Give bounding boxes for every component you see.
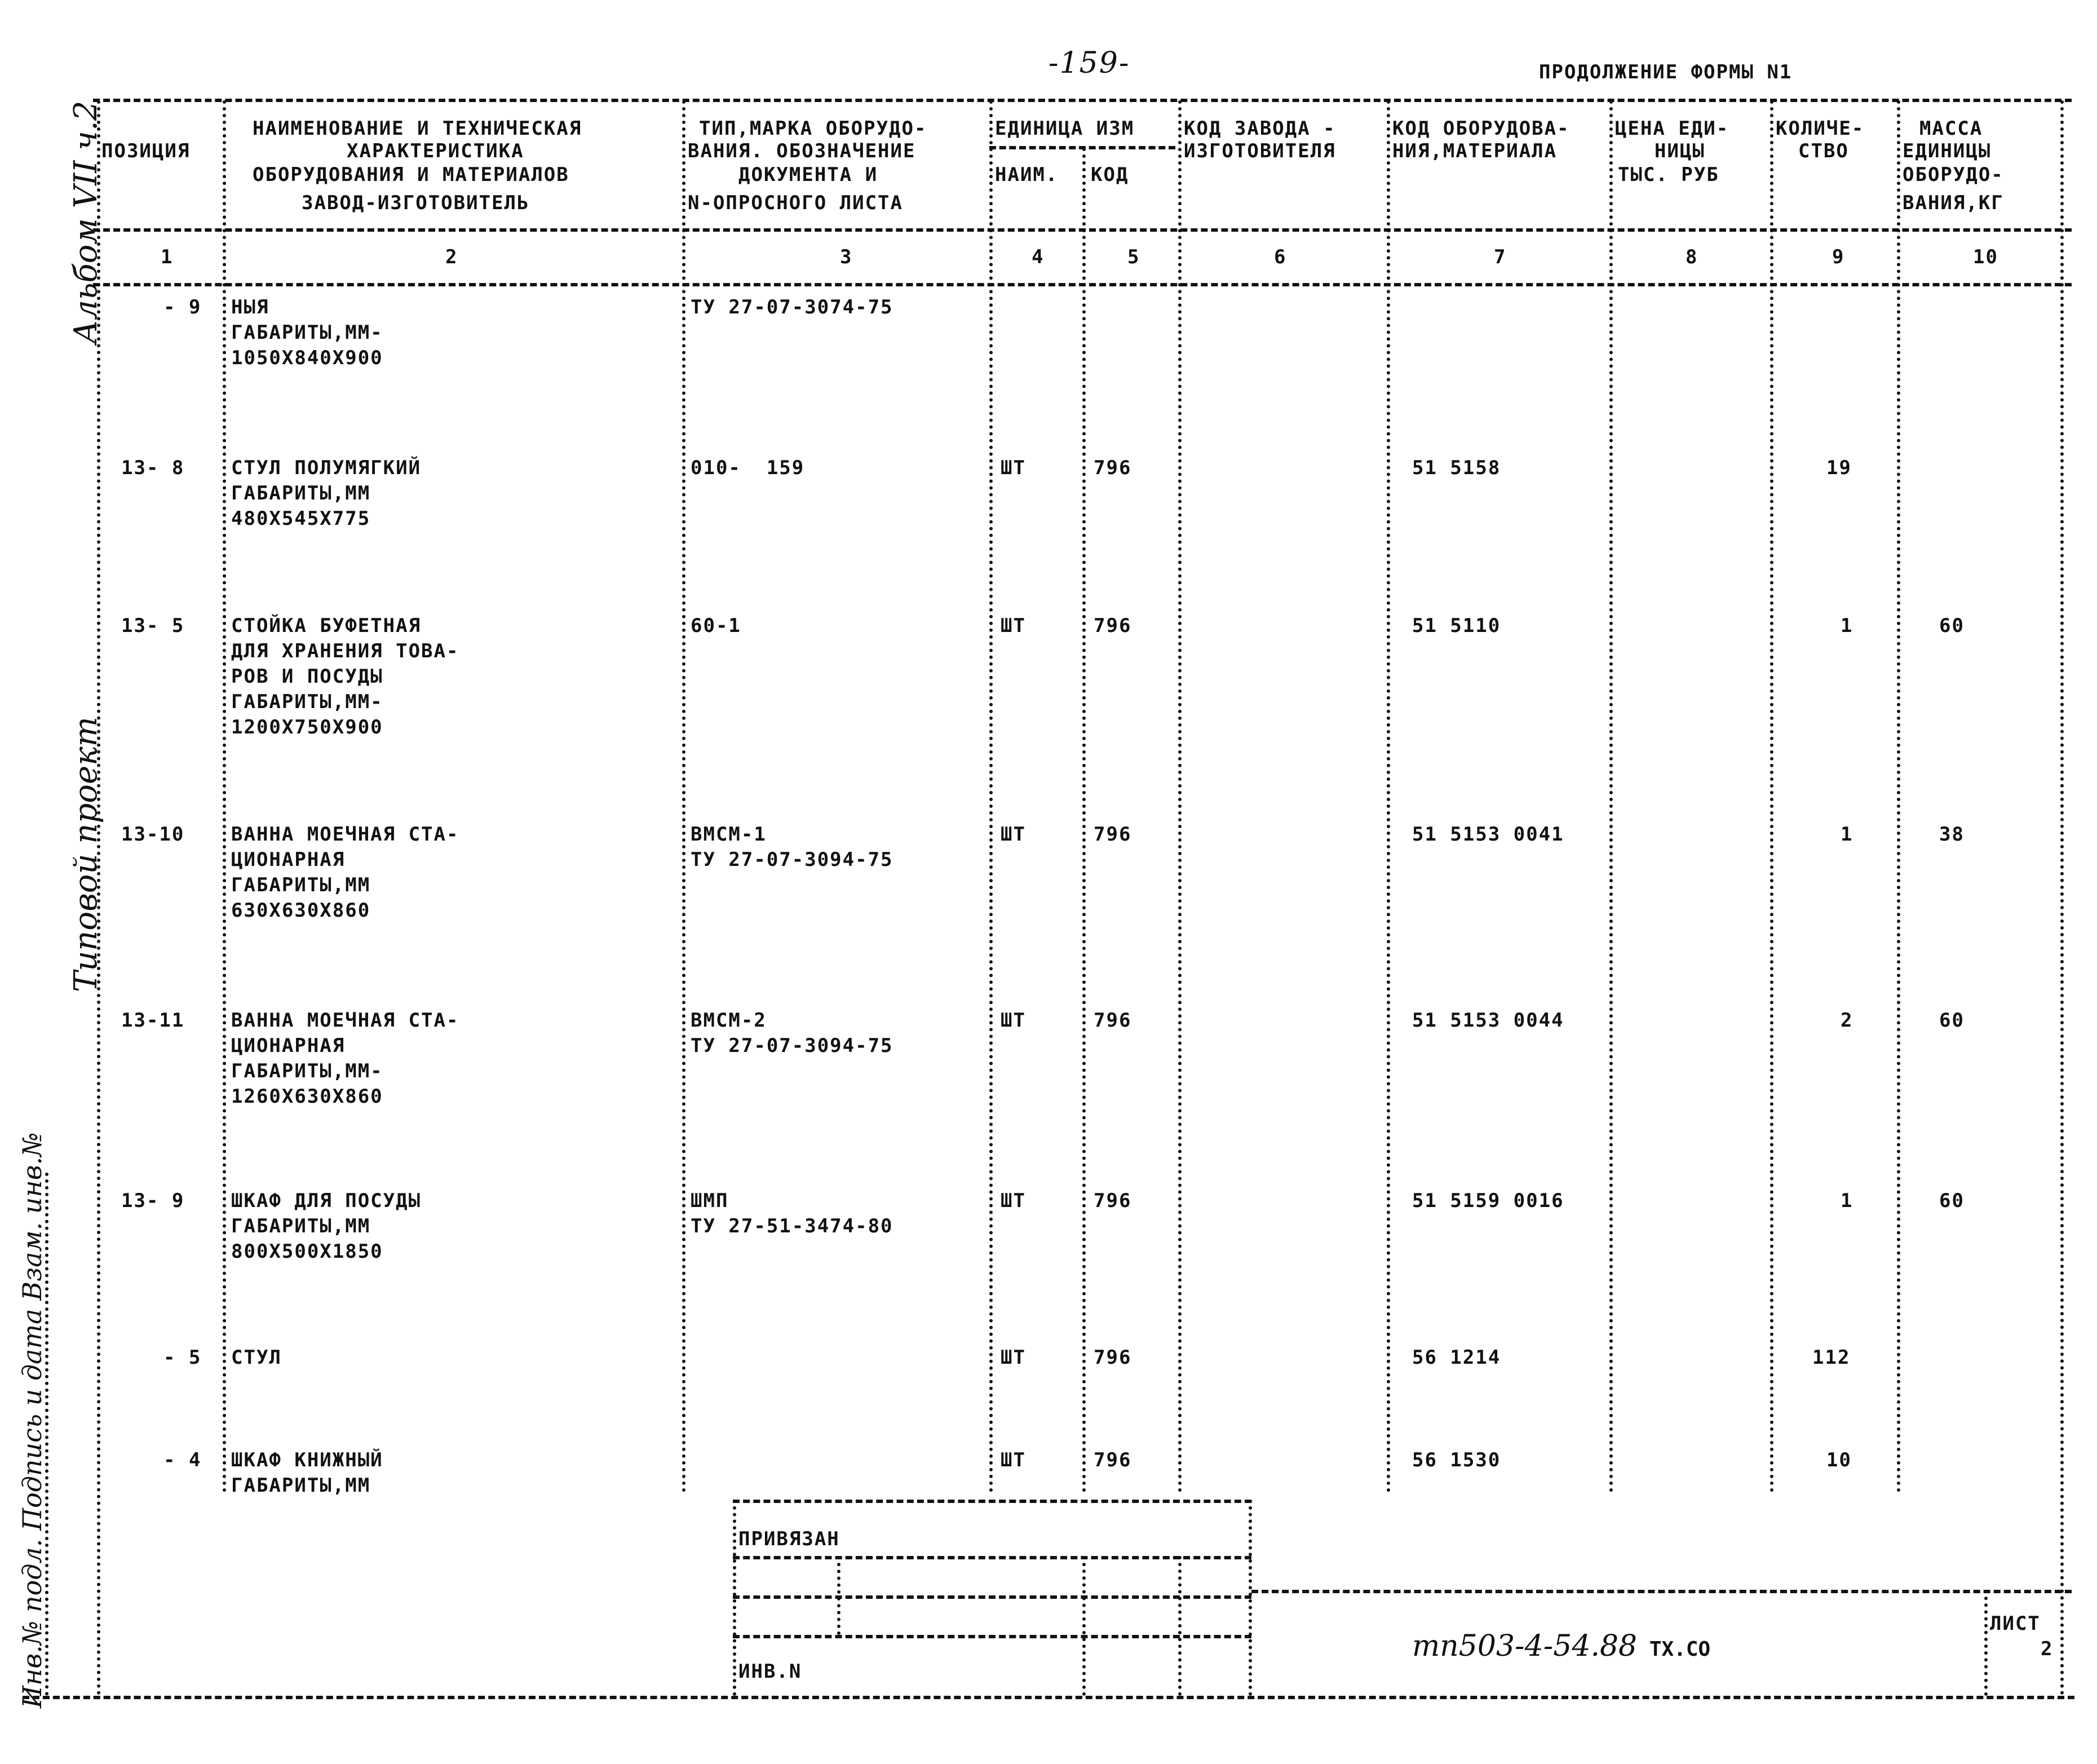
row-2-name-line-2: ДЛЯ ХРАНЕНИЯ ТОВА- — [231, 640, 459, 662]
table-left-border — [97, 100, 100, 1696]
header-price-line-2: НИЦЫ — [1654, 140, 1705, 162]
document-code — [1412, 1629, 1710, 1663]
table-bottom-rule — [23, 1696, 2074, 1699]
row-4-position: 13-11 — [121, 1009, 185, 1032]
row-3-type-line-2: ТУ 27-07-3094-75 — [691, 848, 893, 871]
sheet-label: ЛИСТ — [1990, 1612, 2041, 1635]
col-number-6: 6 — [1274, 246, 1287, 268]
attached-label: ПРИВЯЗАН — [738, 1528, 840, 1550]
row-6-unit-code: 796 — [1094, 1346, 1132, 1369]
stamp-divider-left — [733, 1500, 736, 1696]
header-price-line-1: ЦЕНА ЕДИ- — [1615, 117, 1729, 140]
row-4-unit: ШТ — [1001, 1009, 1026, 1032]
row-1-name-line-2: ГАБАРИТЫ,ММ — [231, 482, 371, 505]
stamp-rule-1 — [733, 1556, 1251, 1559]
stamp-divider-b — [1082, 1556, 1086, 1696]
project-label: Типовой проект — [68, 717, 104, 992]
row-2-code: 51 5110 — [1412, 614, 1501, 637]
inventory-number-label: ИНВ.N — [738, 1660, 802, 1683]
header-qty-line-2: СТВО — [1798, 140, 1849, 162]
row-3-name-line-4: 630X630X860 — [231, 899, 371, 922]
row-3-name-line-3: ГАБАРИТЫ,ММ — [231, 874, 371, 896]
document-code-suffix: ТХ.СО — [1637, 1638, 1711, 1661]
row-7-unit: ШТ — [1001, 1449, 1026, 1471]
row-4-type-line-2: ТУ 27-07-3094-75 — [691, 1034, 893, 1057]
row-4-type-line-1: ВМСМ-2 — [691, 1009, 767, 1032]
row-5-position: 13- 9 — [121, 1190, 185, 1212]
row-3-name-line-2: ЦИОНАРНАЯ — [231, 848, 346, 871]
col-divider-8 — [1770, 100, 1773, 1493]
header-code-line-1: КОД ОБОРУДОВА- — [1392, 117, 1570, 140]
row-7-unit-code: 796 — [1094, 1449, 1132, 1471]
stamp-divider-a — [837, 1556, 840, 1635]
row-5-name-line-2: ГАБАРИТЫ,ММ — [231, 1215, 371, 1237]
row-1-position: 13- 8 — [121, 457, 185, 479]
header-type-line-3: ДОКУМЕНТА И — [738, 163, 878, 186]
header-mass-line-3: ОБОРУДО- — [1903, 163, 2004, 186]
header-plant-line-2: ИЗГОТОВИТЕЛЯ — [1184, 140, 1336, 162]
row-3-unit: ШТ — [1001, 823, 1026, 846]
col-number-8: 8 — [1685, 246, 1698, 268]
row-5-quantity: 1 — [1841, 1190, 1853, 1212]
col-number-5: 5 — [1127, 246, 1140, 268]
stamp-divider-right — [1249, 1500, 1252, 1696]
row-7-position: - 4 — [163, 1449, 202, 1471]
row-4-code: 51 5153 0044 — [1412, 1009, 1564, 1032]
header-name-line-3: ОБОРУДОВАНИЯ И МАТЕРИАЛОВ — [253, 163, 569, 186]
row-7-quantity: 10 — [1826, 1449, 1852, 1471]
row-5-type-line-1: ШМП — [691, 1190, 729, 1212]
col-divider-3 — [989, 100, 993, 1493]
sheet-number: 2 — [2041, 1638, 2054, 1660]
stamp-top-rule — [733, 1500, 1251, 1503]
album-label: Альбом VII ч.2 — [68, 100, 104, 344]
header-price-line-3: ТЫС. РУБ — [1618, 163, 1719, 186]
row-0-position: - 9 — [163, 296, 202, 319]
row-2-name-line-3: РОВ И ПОСУДЫ — [231, 665, 383, 688]
col-number-2: 2 — [445, 246, 458, 268]
row-2-position: 13- 5 — [121, 614, 185, 637]
header-type-line-4: N-ОПРОСНОГО ЛИСТА — [688, 192, 903, 214]
stamp-divider-c — [1178, 1556, 1182, 1696]
header-position: ПОЗИЦИЯ — [101, 140, 191, 162]
row-2-name-line-1: СТОЙКА БУФЕТНАЯ — [231, 614, 422, 637]
header-plant-line-1: КОД ЗАВОДА - — [1184, 117, 1336, 140]
row-3-mass: 38 — [1939, 823, 1965, 846]
document-code-handwritten: тп503-4-54.88 — [1412, 1629, 1638, 1663]
margin-border — [45, 1173, 48, 1696]
row-3-unit-code: 796 — [1094, 823, 1132, 846]
stamp-rule-3 — [733, 1635, 1251, 1638]
header-type-line-1: ТИП,МАРКА ОБОРУДО- — [699, 117, 927, 140]
row-3-position: 13-10 — [121, 823, 185, 846]
row-7-name-line-2: ГАБАРИТЫ,ММ — [231, 1474, 371, 1497]
row-5-name-line-3: 800X500X1850 — [231, 1240, 383, 1263]
header-mass-line-2: ЕДИНИЦЫ — [1903, 140, 1992, 162]
row-1-type-line-1: 010- 159 — [691, 457, 805, 479]
row-0-name-line-3: 1050X840X900 — [231, 347, 383, 369]
col-divider-9 — [1897, 100, 1900, 1493]
table-right-border — [2060, 100, 2064, 1696]
row-7-name-line-1: ШКАФ КНИЖНЫЙ — [231, 1449, 383, 1471]
row-6-name-line-1: СТУЛ — [231, 1346, 282, 1369]
col-divider-4 — [1082, 148, 1086, 1493]
header-qty-line-1: КОЛИЧЕ- — [1776, 117, 1865, 140]
col-number-10: 10 — [1973, 246, 1998, 268]
row-4-name-line-3: ГАБАРИТЫ,ММ- — [231, 1060, 383, 1082]
row-1-code: 51 5158 — [1412, 457, 1501, 479]
row-2-quantity: 1 — [1841, 614, 1853, 637]
row-2-unit-code: 796 — [1094, 614, 1132, 637]
row-2-mass: 60 — [1939, 614, 1965, 637]
col-number-9: 9 — [1832, 246, 1845, 268]
row-1-unit: ШТ — [1001, 457, 1026, 479]
row-2-type-line-1: 60-1 — [691, 614, 741, 637]
header-type-line-2: ВАНИЯ. ОБОЗНАЧЕНИЕ — [688, 140, 916, 162]
title-block-rule — [1251, 1590, 2072, 1593]
header-unit: ЕДИНИЦА ИЗМ — [995, 117, 1135, 140]
header-unit-code: КОД — [1091, 163, 1129, 186]
row-5-mass: 60 — [1939, 1190, 1965, 1212]
header-name-line-1: НАИМЕНОВАНИЕ И ТЕХНИЧЕСКАЯ — [253, 117, 582, 140]
row-3-code: 51 5153 0041 — [1412, 823, 1564, 846]
row-4-mass: 60 — [1939, 1009, 1965, 1032]
row-5-unit: ШТ — [1001, 1190, 1026, 1212]
col-number-3: 3 — [840, 246, 853, 268]
col-number-4: 4 — [1032, 246, 1045, 268]
row-1-unit-code: 796 — [1094, 457, 1132, 479]
row-5-code: 51 5159 0016 — [1412, 1190, 1564, 1212]
table-top-rule — [93, 99, 2072, 102]
row-6-quantity: 112 — [1812, 1346, 1851, 1369]
row-5-type-line-2: ТУ 27-51-3474-80 — [691, 1215, 893, 1237]
row-1-quantity: 19 — [1826, 457, 1852, 479]
row-1-name-line-1: СТУЛ ПОЛУМЯГКИЙ — [231, 457, 422, 479]
col-divider-6 — [1387, 100, 1390, 1493]
row-4-name-line-2: ЦИОНАРНАЯ — [231, 1034, 346, 1057]
header-code-line-2: НИЯ,МАТЕРИАЛА — [1392, 140, 1558, 162]
col-divider-2 — [682, 100, 685, 1493]
row-4-name-line-1: ВАННА МОЕЧНАЯ СТА- — [231, 1009, 459, 1032]
row-0-type-line-1: ТУ 27-07-3074-75 — [691, 296, 893, 319]
row-3-quantity: 1 — [1841, 823, 1853, 846]
row-2-name-line-5: 1200X750X900 — [231, 716, 383, 739]
row-3-name-line-1: ВАННА МОЕЧНАЯ СТА- — [231, 823, 459, 846]
row-0-name-line-2: ГАБАРИТЫ,ММ- — [231, 321, 383, 344]
col-divider-1 — [223, 100, 226, 1493]
row-2-name-line-4: ГАБАРИТЫ,ММ- — [231, 691, 383, 713]
col-number-1: 1 — [161, 246, 174, 268]
row-3-type-line-1: ВМСМ-1 — [691, 823, 767, 846]
sheet-box-divider — [1984, 1590, 1988, 1696]
header-name-line-4: ЗАВОД-ИЗГОТОВИТЕЛЬ — [302, 192, 530, 214]
row-6-code: 56 1214 — [1412, 1346, 1501, 1369]
header-mass-line-1: МАССА — [1919, 117, 1983, 140]
header-mass-line-4: ВАНИЯ,КГ — [1903, 192, 2004, 214]
col-number-7: 7 — [1494, 246, 1507, 268]
col-divider-7 — [1609, 100, 1613, 1493]
row-4-unit-code: 796 — [1094, 1009, 1132, 1032]
row-7-code: 56 1530 — [1412, 1449, 1501, 1471]
row-2-unit: ШТ — [1001, 614, 1026, 637]
row-0-name-line-1: НЫЯ — [231, 296, 269, 319]
header-name-line-2: ХАРАКТЕРИСТИКА — [347, 140, 524, 162]
approval-stamp-label: Инв.№ подл. Подпись и дата Взам. инв.№ — [17, 1132, 47, 1708]
row-1-name-line-3: 480X545X775 — [231, 507, 371, 530]
page-number: -159- — [1048, 46, 1130, 80]
row-5-unit-code: 796 — [1094, 1190, 1132, 1212]
row-4-name-line-4: 1260X630X860 — [231, 1085, 383, 1108]
continuation-title: ПРОДОЛЖЕНИЕ ФОРМЫ N1 — [1539, 61, 1793, 83]
row-4-quantity: 2 — [1841, 1009, 1853, 1032]
stamp-rule-2 — [733, 1595, 1251, 1599]
row-5-name-line-1: ШКАФ ДЛЯ ПОСУДЫ — [231, 1190, 422, 1212]
header-unit-name: НАИМ. — [995, 163, 1059, 186]
row-6-unit: ШТ — [1001, 1346, 1026, 1369]
row-6-position: - 5 — [163, 1346, 202, 1369]
col-divider-5 — [1178, 100, 1182, 1493]
